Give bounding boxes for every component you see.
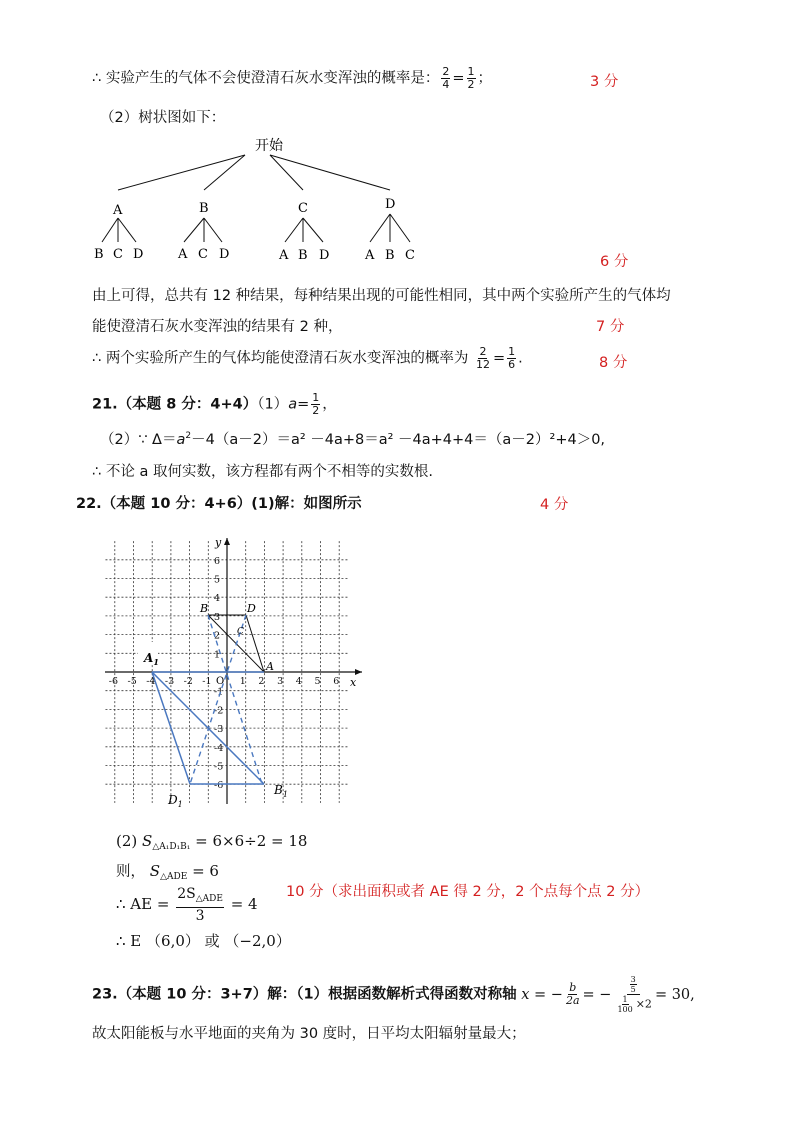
fraction-2-12: $\frac{2}{12}$ <box>475 345 490 371</box>
origin-label: O <box>216 676 225 687</box>
point-b1: $B_1$ <box>274 783 288 799</box>
score-3: 3 分 <box>590 74 619 90</box>
y-tick-label: 1 <box>214 649 221 661</box>
q22-e-line: ∴ E （6,0） 或 （−2,0） <box>116 932 291 950</box>
tree-leaf: B <box>298 248 308 263</box>
q21-header: 21.（本题 8 分：4+4） <box>92 396 258 413</box>
q22-header: 22.（本题 10 分：4+6）(1)解：如图所示 <box>76 496 362 512</box>
tree-node-c: C <box>298 201 308 216</box>
var-s: S <box>149 862 161 880</box>
tree-node-d: D <box>385 197 396 212</box>
area-eq-1: = 6×6÷2 = 18 <box>195 832 308 850</box>
q22-area-2 <box>116 860 219 882</box>
period: . <box>518 350 523 367</box>
coordinate-graph <box>100 534 370 809</box>
y-tick-label: -1 <box>214 686 224 698</box>
y-axis-label: y <box>215 536 222 549</box>
equals: = <box>452 70 465 87</box>
q23-line1 <box>92 975 695 1014</box>
var-s: S <box>142 832 153 850</box>
tree-intro: （2）树状图如下： <box>100 110 226 126</box>
x-tick-label: 3 <box>277 676 284 687</box>
score-6: 6 分 <box>600 254 629 270</box>
q21-line2 <box>100 428 605 449</box>
score-8: 8 分 <box>599 355 628 371</box>
fraction-1-6: $\frac{1}{6}$ <box>508 345 516 371</box>
fraction-b-2a: $\frac{b}{2a}$ <box>565 981 580 1007</box>
score-10: 10 分（求出面积或者 AE 得 2 分，2 个点每个点 2 分） <box>286 884 650 900</box>
y-tick-label: -2 <box>214 705 224 717</box>
tree-leaf: B <box>385 248 395 263</box>
x-tick-label: 4 <box>295 676 302 687</box>
tree-leaf: A <box>365 248 375 263</box>
tree-node-b: B <box>199 201 209 216</box>
x-tick-label: -4 <box>146 676 156 687</box>
subscript: △ADE <box>160 872 188 882</box>
q21-line1 <box>92 392 337 417</box>
point-b: B <box>200 602 209 615</box>
y-tick-label: 4 <box>214 593 221 605</box>
x-tick-label: 2 <box>258 676 265 687</box>
comma: ， <box>322 396 337 413</box>
ae-prefix: ∴ AE = <box>116 895 170 913</box>
y-tick-label: 6 <box>214 555 221 567</box>
ae-fraction: $\frac{2S_{\triangle ADE}}{3}$ <box>177 886 223 924</box>
q22-area-1 <box>116 832 307 852</box>
result-line-1: 由上可得，总共有 12 种结果，每种结果出现的可能性相同，其中两个实验所产生的气体均 <box>92 288 671 304</box>
q20-line1-text: 实验产生的气体不会使澄清石灰水变浑浊的概率是： <box>105 70 440 87</box>
x-axis-label: x <box>350 676 357 689</box>
q21-part2-prefix: （2）∵ Δ＝ <box>100 432 177 448</box>
var-a: a <box>176 432 186 448</box>
x-tick-label: -5 <box>127 676 137 687</box>
q20-line1 <box>92 66 492 91</box>
q21-part1: （1） <box>257 396 289 413</box>
tree-node-a: A <box>113 203 123 218</box>
x-tick-label: 5 <box>314 676 321 687</box>
q22-part2: (2) <box>116 832 138 850</box>
y-tick-label: -6 <box>214 780 224 792</box>
exponent: 2 <box>185 431 192 441</box>
area-eq-2: = 6 <box>192 862 219 880</box>
tree-diagram <box>80 130 460 270</box>
therefore-symbol: ∴ <box>92 70 102 87</box>
q22-ae <box>116 886 258 924</box>
tree-leaf: C <box>405 248 415 263</box>
y-tick-label: -5 <box>214 761 224 773</box>
x-tick-label: -3 <box>164 676 175 687</box>
fraction-2-4: $\frac{2}{4}$ <box>442 65 450 91</box>
q20-conclusion <box>92 346 523 371</box>
ae-eq: = 4 <box>230 895 258 913</box>
q23-formula: x = − $\frac{b}{2a}$ = − $\frac{3}{5}$ $\frac{1}{100}$ ×2 = 30, <box>521 975 695 1014</box>
semicolon: ； <box>477 70 492 87</box>
var-a: a <box>288 396 298 413</box>
y-tick-label: 5 <box>214 574 221 586</box>
result-line-2: 能使澄清石灰水变浑浊的结果有 2 种， <box>92 319 343 335</box>
score-4: 4 分 <box>540 497 569 513</box>
then-text: 则， <box>116 864 145 880</box>
tree-leaf: A <box>178 247 188 262</box>
y-tick-label: -4 <box>214 742 224 754</box>
y-tick-label: 3 <box>214 611 221 623</box>
point-c: C <box>237 627 244 637</box>
x-tick-label: -1 <box>202 676 212 687</box>
tree-leaf: D <box>219 247 230 262</box>
equals: = <box>297 396 310 413</box>
tree-leaf: C <box>198 247 208 262</box>
tree-leaf: D <box>133 247 144 262</box>
score-7: 7 分 <box>596 319 625 335</box>
fraction-1-2: $\frac{1}{2}$ <box>312 391 320 417</box>
q23-line2: 故太阳能板与水平地面的夹角为 30 度时，日平均太阳辐射量最大； <box>92 1026 526 1042</box>
x-tick-label: -2 <box>183 676 193 687</box>
q21-part2-rest: －4（a－2）＝a² －4a+8＝a² －4a+4+4＝（a－2）²+4＞0, <box>191 432 606 448</box>
q23-header: 23.（本题 10 分：3+7）解：（1）根据函数解析式得函数对称轴 <box>92 986 517 1003</box>
x-tick-label: 6 <box>333 676 340 687</box>
y-tick-label: 2 <box>214 630 221 642</box>
conclusion-text: 两个实验所产生的气体均能使澄清石灰水变浑浊的概率为 <box>105 350 469 367</box>
point-d1: $D_1$ <box>168 793 183 809</box>
tree-leaf: D <box>319 248 330 263</box>
therefore-symbol: ∴ <box>92 350 102 367</box>
tree-leaf: C <box>113 247 123 262</box>
equals: = <box>492 350 506 367</box>
subscript: △A₁D₁B₁ <box>152 842 191 852</box>
nested-fraction: $\frac{3}{5}$ $\frac{1}{100}$ ×2 <box>617 975 652 1014</box>
point-a1: $A_1$ <box>144 651 159 667</box>
y-tick-label: -3 <box>214 724 224 736</box>
tree-root: 开始 <box>255 138 283 154</box>
point-a: A <box>266 660 274 673</box>
fraction-1-2: $\frac{1}{2}$ <box>467 65 475 91</box>
q21-conclusion: ∴ 不论 a 取何实数，该方程都有两个不相等的实数根. <box>92 464 434 480</box>
x-tick-label: 1 <box>239 676 246 687</box>
tree-leaf: B <box>94 247 104 262</box>
tree-leaf: A <box>279 248 289 263</box>
point-d: D <box>247 602 256 615</box>
x-tick-label: -6 <box>108 676 119 687</box>
